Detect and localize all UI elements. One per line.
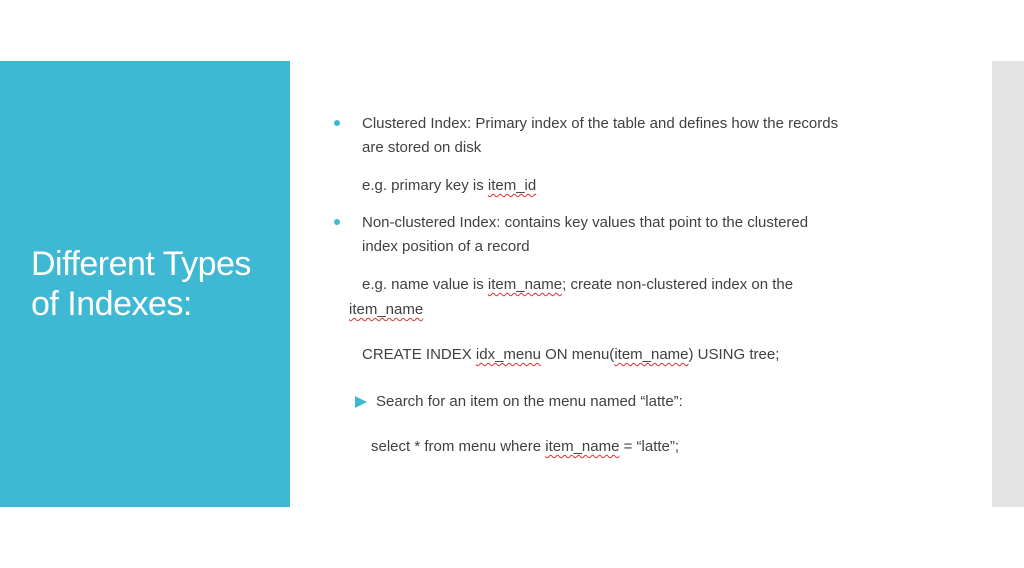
bullet-nonclustered-line2: index position of a record [362, 238, 530, 255]
example-primary-key [362, 174, 536, 198]
create-prefix: CREATE INDEX [362, 346, 476, 363]
select-suffix: = “latte”; [619, 438, 680, 455]
bullet-nonclustered-line1: Non-clustered Index: contains key values that point to the clustered [362, 214, 809, 231]
term-item-name: item_name [614, 346, 689, 363]
example-prefix: e.g. name value is [362, 276, 488, 293]
select-prefix: select * from menu where [371, 438, 546, 455]
bullet-clustered-line2: are stored on disk [362, 139, 482, 156]
bullet-dot-icon [334, 219, 340, 225]
term-idx-menu: idx_menu [475, 346, 541, 363]
example-prefix: e.g. primary key is [362, 177, 488, 194]
create-index-statement [362, 343, 779, 367]
select-statement [371, 435, 679, 459]
create-suffix: ) USING tree; [688, 346, 780, 363]
term-item-id: item_id [487, 177, 537, 194]
term-item-name: item_name [545, 438, 620, 455]
search-description: Search for an item on the menu named “latte”: [376, 393, 683, 410]
bullet-dot-icon [334, 120, 340, 126]
example-name-value-wrap [349, 298, 423, 322]
term-item-name: item_name [349, 301, 424, 318]
example-name-value [362, 273, 793, 297]
example-suffix: ; create non-clustered index on the [562, 276, 794, 293]
arrow-bullet-icon [355, 396, 367, 408]
slide-title: Different Types of Indexes: [31, 245, 251, 323]
create-middle: ON menu( [540, 346, 615, 363]
bullet-clustered-line1: Clustered Index: Primary index of the table and defines how the records [362, 115, 839, 132]
term-item-name: item_name [487, 276, 563, 293]
